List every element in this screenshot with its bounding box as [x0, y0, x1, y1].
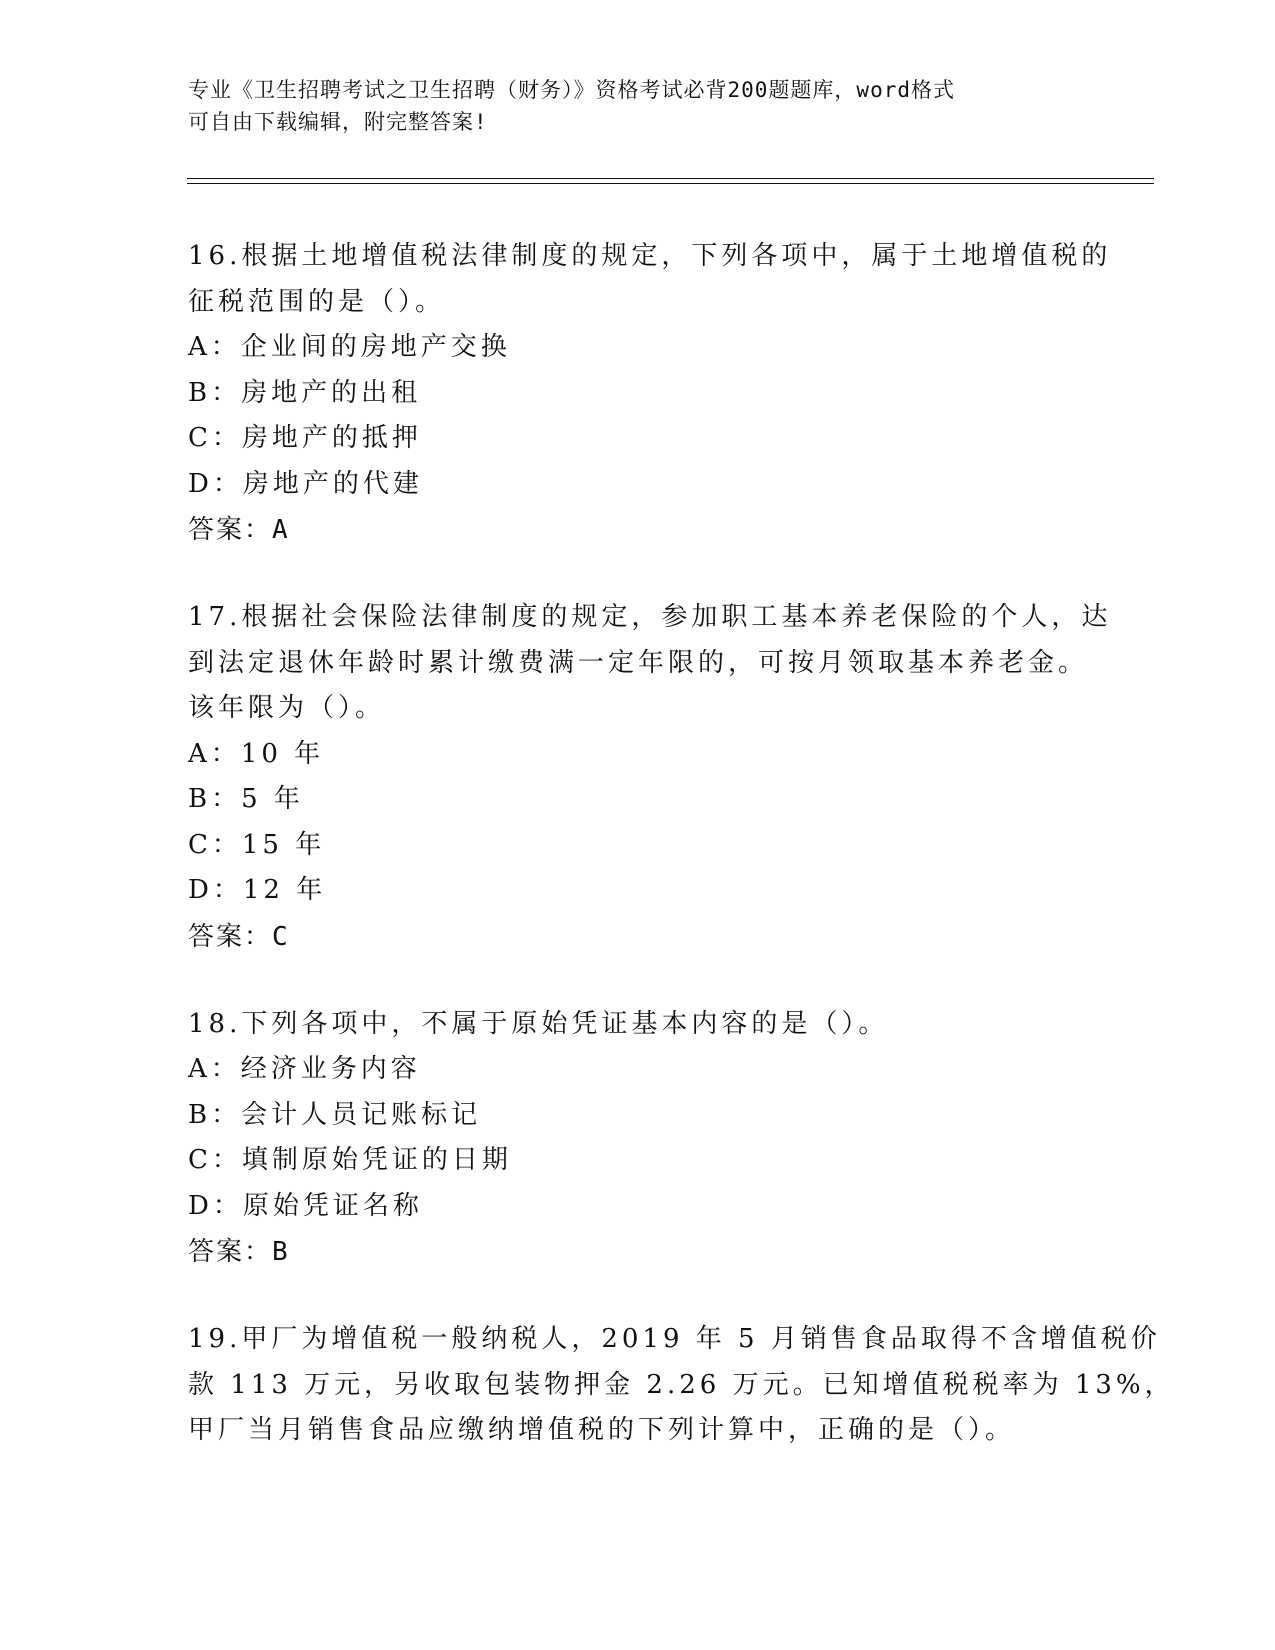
option-c: C：15 年 [188, 829, 326, 860]
question-17 [188, 595, 1112, 960]
answer-label: 答案：A [188, 515, 290, 545]
question-text-line: 18.下列各项中，不属于原始凭证基本内容的是（）。 [188, 1008, 889, 1039]
header-divider [187, 178, 1154, 184]
option-b: B：5 年 [188, 784, 304, 814]
question-16 [188, 234, 1112, 553]
option-c: C：房地产的抵押 [188, 423, 422, 453]
option-a: A：企业间的房地产交换 [188, 332, 511, 362]
option-b: B：房地产的出租 [188, 377, 422, 408]
question-19 [188, 1317, 1175, 1454]
question-text-line: 19.甲厂为增值税一般纳税人，2019 年 5 月销售食品取得不含增值税价 [188, 1324, 1161, 1354]
answer-label: 答案：B [188, 1237, 290, 1267]
option-a: A：经济业务内容 [188, 1054, 421, 1084]
option-d: D：12 年 [188, 875, 327, 905]
question-18 [188, 1002, 1088, 1276]
document-header [188, 74, 1088, 138]
question-text-line: 甲厂当月销售食品应缴纳增值税的下列计算中，正确的是（）。 [188, 1415, 1016, 1445]
question-text-line: 征税范围的是（）。 [188, 286, 446, 317]
answer-label: 答案：C [188, 921, 290, 952]
option-d: D：原始凭证名称 [188, 1190, 423, 1221]
question-text-line: 该年限为（）。 [188, 693, 386, 723]
question-text-line: 16.根据土地增值税法律制度的规定，下列各项中，属于土地增值税的 [188, 241, 1112, 271]
question-text-line: 款 113 万元，另收取包装物押金 2.26 万元。已知增值税税率为 13%， [188, 1369, 1175, 1400]
option-d: D：房地产的代建 [188, 468, 423, 499]
option-a: A：10 年 [188, 738, 325, 769]
option-b: B：会计人员记账标记 [188, 1099, 482, 1130]
option-c: C：填制原始凭证的日期 [188, 1145, 512, 1175]
question-text-line: 17.根据社会保险法律制度的规定，参加职工基本养老保险的个人，达 [188, 602, 1112, 632]
header-line-2: 可自由下载编辑，附完整答案! [188, 110, 488, 134]
question-text-line: 到法定退休年龄时累计缴费满一定年限的，可按月领取基本养老金。 [188, 647, 1089, 678]
header-line-1: 专业《卫生招聘考试之卫生招聘（财务）》资格考试必背200题题库，word格式 [188, 78, 955, 102]
question-list [188, 234, 1175, 1496]
